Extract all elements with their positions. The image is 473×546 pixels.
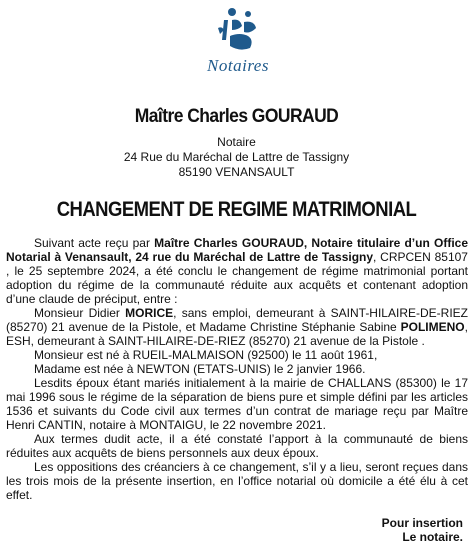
paragraph-contribution: Aux termes dudit acte, il a été constaté l’apport à la communauté de biens réduites aux acquêts de biens personnels aux deux époux. <box>6 432 468 460</box>
notaires-logo <box>198 6 278 75</box>
paragraph-marriage: Lesdits époux étant mariés initialement à la mairie de CHALLANS (85300) le 17 mai 1996 sous le régime de la séparation de biens pure et simple défini par les articles 1536 et suivants du Code civil aux termes d’un contrat de mariage reçu par Maître Henri CANTIN, notaire à MONTAIGU, le 22 novembre 2021. <box>6 376 468 432</box>
paragraph-wife-birth: Madame est née à NEWTON (ETATS-UNIS) le 2 janvier 1966. <box>34 362 366 376</box>
notary-city: 85190 VENANSAULT <box>178 165 295 179</box>
logo-wordmark: Notaires <box>207 56 269 75</box>
signature-line-1: Pour insertion <box>381 516 463 530</box>
notaires-logo-icon <box>210 6 266 54</box>
paragraph-deed: Suivant acte reçu par Maître Charles GOURAUD, Notaire titulaire d’un Office Notarial à Venansault, 24 rue du Maréchal de Lattre de Tassigny, CRPCEN 85107 , le 25 septembre 2024, a été conclu le changement de régime matrimonial portant adoption du régime de la communauté réduite aux acquêts et contenant adoption d’une claude de préciput, entre : <box>6 236 469 306</box>
notary-name: Maître Charles GOURAUD <box>134 106 339 127</box>
paragraph-oppositions: Les oppositions des créanciers à ce changement, s’il y a lieu, seront reçues dans les trois mois de la présente insertion, en l’office notarial où domicile a été élu à cet effet. <box>6 460 468 502</box>
announcement-title: CHANGEMENT DE REGIME MATRIMONIAL <box>56 198 417 221</box>
paragraph-husband-birth: Monsieur est né à RUEIL-MALMAISON (92500) le 11 août 1961, <box>34 348 378 362</box>
notary-role: Notaire <box>217 135 256 149</box>
paragraph-spouses: Monsieur Didier MORICE, sans emploi, demeurant à SAINT-HILAIRE-DE-RIEZ (85270) 21 avenue de la Pistole, et Madame Christine Stéphanie Sabine POLIMENO, ESH, demeurant à SAINT-HILAIRE-DE-RIEZ (85270) 21 avenue de la Pistole . <box>6 306 468 348</box>
notary-street: 24 Rue du Maréchal de Lattre de Tassigny <box>123 150 350 164</box>
announcement-body <box>6 236 468 502</box>
signature-line-2: Le notaire. <box>402 530 463 544</box>
